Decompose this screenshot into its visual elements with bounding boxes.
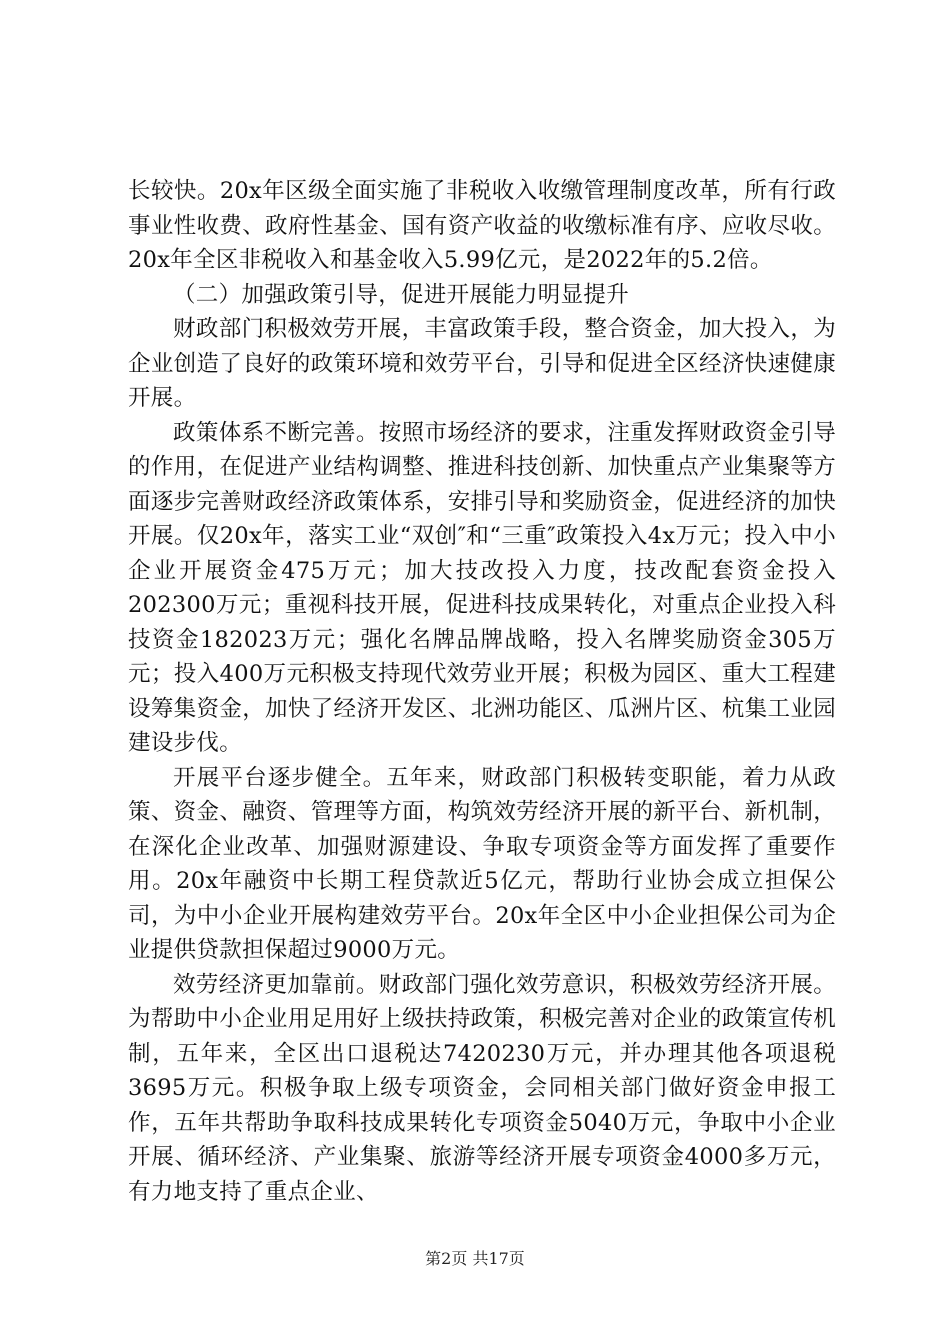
paragraph-nontax-revenue: 长较快。20x年区级全面实施了非税收入收缴管理制度改革，所有行政事业性收费、政府性基金、国有资产收益的收缴标准有序、应收尽收。20x年全区非税收入和基金收入5.99亿元，是2022年的5.2倍。	[128, 178, 836, 273]
paragraph-development-platform: 开展平台逐步健全。五年来，财政部门积极转变职能，着力从政策、资金、融资、管理等方面，构筑效劳经济开展的新平台、新机制，在深化企业改革、加强财源建设、争取专项资金等方面发挥了重要作用。20x年融资中长期工程贷款近5亿元，帮助行业协会成立担保公司，为中小企业开展构建效劳平台。20x年全区中小企业担保公司为企业提供贷款担保超过9000万元。	[128, 764, 836, 963]
paragraph-service-economy: 效劳经济更加靠前。财政部门强化效劳意识，积极效劳经济开展。为帮助中小企业用足用好上级扶持政策，积极完善对企业的政策宣传机制，五年来，全区出口退税达7420230万元，并办理其他各项退税3695万元。积极争取上级专项资金，会同相关部门做好资金申报工作，五年共帮助争取科技成果转化专项资金5040万元，争取中小企业开展、循环经济、产业集聚、旅游等经济开展专项资金4000多万元，有力地支持了重点企业、	[128, 971, 836, 1205]
section-heading-policy-guidance: （二）加强政策引导，促进开展能力明显提升	[173, 281, 630, 308]
page-number-footer: 第2页 共17页	[425, 1249, 525, 1268]
paragraph-policy-system: 政策体系不断完善。按照市场经济的要求，注重发挥财政资金引导的作用，在促进产业结构调整、推进科技创新、加快重点产业集聚等方面逐步完善财政经济政策体系，安排引导和奖励资金，促进经济的加快开展。仅20x年，落实工业“双创″和“三重″政策投入4x万元；投入中小企业开展资金475万元；加大技改投入力度，技改配套资金投入202300万元；重视科技开展，促进科技成果转化，对重点企业投入科技资金182023万元；强化名牌品牌战略，投入名牌奖励资金305万元；投入400万元积极支持现代效劳业开展；积极为园区、重大工程建设筹集资金，加快了经济开发区、北洲功能区、瓜洲片区、杭集工业园建设步伐。	[128, 419, 836, 756]
document-body	[128, 174, 836, 1209]
paragraph-finance-service: 财政部门积极效劳开展，丰富政策手段，整合资金，加大投入，为企业创造了良好的政策环境和效劳平台，引导和促进全区经济快速健康开展。	[128, 316, 836, 411]
